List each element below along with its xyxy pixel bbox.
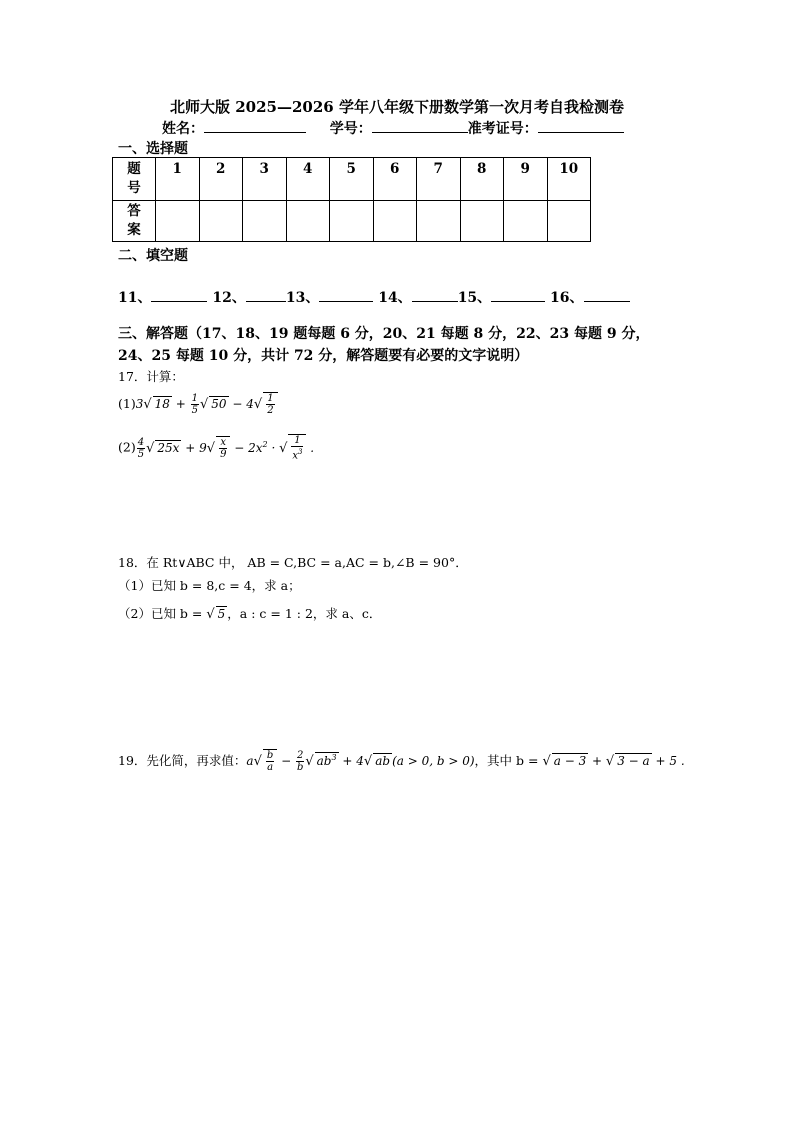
formula-q19-b-value: √ a − 3 + √ 3 − a + 5 . [542, 754, 685, 769]
answer-cell[interactable] [373, 201, 417, 242]
fill-blank[interactable] [246, 287, 286, 302]
q17-label: 17．计算： [118, 369, 184, 384]
question-number: 8 [460, 158, 504, 201]
id-label: 学号： [329, 121, 372, 137]
name-label: 姓名： [162, 121, 204, 137]
answer-cell[interactable] [547, 201, 591, 242]
q18-part2: （2）已知 b = √ 5 ，a : c = 1 : 2，求 a、c． [118, 606, 382, 622]
q18-stem: 18．在 Rt∨ABC 中， AB = C,BC = a,AC = b,∠B = 90°． [118, 555, 468, 570]
fill-blank[interactable] [319, 287, 373, 302]
answer-cell[interactable] [199, 201, 243, 242]
answer-cell[interactable] [286, 201, 330, 242]
q17-part2: (2) $\frac{4}{5}$ √ 25x + 9√ $\frac{x}{9}$ − $2x^2$ · √ $\frac{1}{x^3}$ . [118, 435, 315, 462]
exam-number-blank [538, 118, 624, 133]
id-blank [372, 118, 468, 133]
fill-blank[interactable] [491, 287, 545, 302]
question-number: 6 [373, 158, 417, 201]
name-blank [204, 118, 306, 133]
fill-blank[interactable] [584, 287, 630, 302]
formula-q17-1: 3√ 18 + $\frac{1}{5}$ √ 50 − 4√ $\frac{1}{2}$ [136, 397, 278, 411]
answer-table [112, 157, 591, 242]
answer-cell[interactable] [156, 201, 200, 242]
exam-title: 北师大版 2025—2026 学年八年级下册数学第一次月考自我检测卷 [170, 98, 624, 116]
fill-item-11: 11、 [118, 290, 152, 306]
question-number: 9 [504, 158, 548, 201]
fill-item-15: 15、 [457, 290, 492, 306]
q19: 19．先化简，再求值：a√ $\frac{b}{a}$ − $\frac{2}{b}$ √ $ab^3 + 4√$ ab (a > 0, b > 0)，其中 b = √ a − 3 + √ 3 − a + 5 . [118, 750, 685, 773]
answer-cell[interactable] [460, 201, 504, 242]
section-2-title: 二、填空题 [118, 248, 188, 264]
question-number: 3 [243, 158, 287, 201]
question-number-row [113, 158, 591, 201]
answer-cell[interactable] [243, 201, 287, 242]
fill-item-14: 14、 [378, 290, 412, 306]
fill-blank-line [118, 287, 630, 307]
question-number: 4 [286, 158, 330, 201]
fill-item-12: 12、 [212, 290, 246, 306]
answer-cell[interactable] [417, 201, 461, 242]
q17-part1: (1)3√ 18 + $\frac{1}{5}$ √ 50 − 4√ $\frac{1}{2}$ [118, 392, 278, 416]
answer-cell[interactable] [504, 201, 548, 242]
exam-number-label: 准考证号： [467, 121, 538, 137]
student-info-line [162, 118, 624, 138]
question-number: 10 [547, 158, 591, 201]
q18-part1: （1）已知 b = 8,c = 4，求 a； [118, 578, 301, 593]
formula-q17-2: $\frac{4}{5}$ √ 25x + 9√ $\frac{x}{9}$ − $2x^2$ · √ $\frac{1}{x^3}$ . [137, 435, 315, 462]
fill-item-16: 16、 [550, 290, 584, 306]
fill-item-13: 13、 [285, 290, 320, 306]
formula-sqrt5: √ 5 [206, 607, 226, 622]
row-header-question: 题 号 [113, 158, 156, 201]
fill-blank[interactable] [151, 287, 207, 302]
formula-q19-expression: a√ $\frac{b}{a}$ − $\frac{2}{b}$ √ $ab^3 + 4√$ ab (a > 0, b > 0) [246, 750, 475, 773]
row-header-answer: 答 案 [113, 201, 156, 242]
section-3-title: 三、解答题（17、18、19 题每题 6 分，20、21 每题 8 分，22、23 每题 9 分，24、25 每题 10 分，共计 72 分，解答题要有必要的文字说明） [118, 326, 650, 364]
question-number: 2 [199, 158, 243, 201]
answer-row [113, 201, 591, 242]
question-number: 7 [417, 158, 461, 201]
section-1-title: 一、选择题 [118, 141, 188, 157]
answer-cell[interactable] [330, 201, 374, 242]
fill-blank[interactable] [412, 287, 458, 302]
question-number: 1 [156, 158, 200, 201]
question-number: 5 [330, 158, 374, 201]
